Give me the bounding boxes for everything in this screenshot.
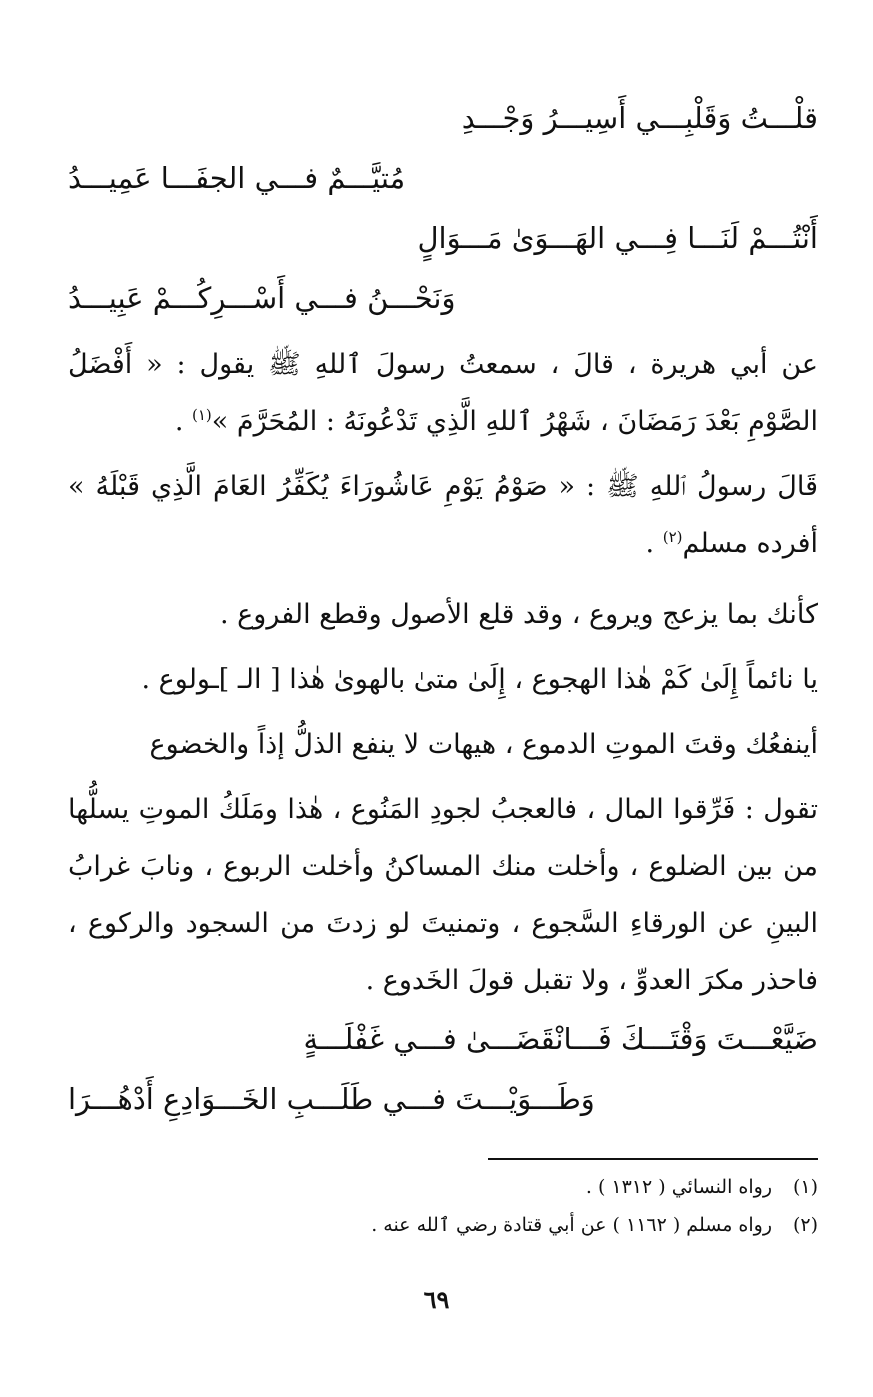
- hadith-paragraph-1: [68, 336, 818, 450]
- footnotes-section: [68, 1158, 818, 1244]
- footnote-1-number: (١): [792, 1176, 818, 1198]
- paragraph-4: تقول : فَرِّقوا المال ، فالعجبُ لجودِ المَنُوع ، هٰذا ومَلَكُ الموتِ يسلُّها من بين الضلوع ، وأخلت منك المساكنُ وأخلت الربوع ، ونابَ غرابُ البينِ عن الورقاءِ السَّجوع ، وتمنيتَ لو زدتَ من السجود والركوع ، فاحذر مكرَ العدوِّ ، ولا تقبل قولَ الخَدوع .: [68, 794, 818, 996]
- footnote-2-number: (٢): [792, 1214, 818, 1236]
- hadith-2-tail: .: [645, 528, 663, 559]
- poem1-verse2-first-hemistich: أَنْتُـــمْ لَنَـــا فِـــي الهَـــوَىٰ مَـــوَالٍ: [417, 221, 818, 255]
- hadith-2-text: قَالَ رسولُ ٱللهِ ﷺ : « صَوْمُ يَوْمِ عَاشُورَاءَ يُكَفِّرُ العَامَ الَّذِي قَبْلَهُ » أفرده مسلم: [68, 471, 818, 559]
- paragraph-3: أينفعُك وقتَ الموتِ الدموع ، هيهات لا ينفع الذلُّ إذاً والخضوع: [149, 729, 818, 760]
- footnote-2: [68, 1206, 818, 1244]
- footnote-ref-1: (١): [191, 406, 212, 424]
- footnote-2-text: رواه مسلم ( ١١٦٢ ) عن أبي قتادة رضي ٱلله عنه .: [371, 1214, 772, 1236]
- page-body: [68, 88, 818, 1129]
- paragraph-1: كأنك بما يزعج ويروع ، وقد قلع الأصول وقطع الفروع .: [220, 599, 818, 630]
- hadith-paragraph-2: [68, 458, 818, 572]
- poem1-verse1-first-hemistich: قلْـــتُ وَقَلْبِـــي أَسِيـــرُ وَجْـــدِ: [461, 101, 818, 135]
- hadith-1-text: عن أبي هريرة ، قالَ ، سمعتُ رسولَ ٱللهِ ﷺ يقول : « أَفْضَلُ الصَّوْمِ بَعْدَ رَمَضَانَ ، شَهْرُ ٱللهِ الَّذِي تَدْعُونَهُ : المُحَرَّمَ »: [68, 349, 819, 437]
- poem2-verse1-second-hemistich: وَطَـــوَيْـــتَ فـــي طَلَـــبِ الخَـــوَادِعِ أَدْهُـــرَا: [68, 1082, 595, 1116]
- footnote-ref-2: (٢): [662, 528, 683, 546]
- poem2-verse1-first-hemistich: ضَيَّعْـــتَ وَقْتَـــكَ فَـــانْقَضَـــىٰ فـــي غَفْلَـــةٍ: [303, 1022, 818, 1056]
- page-number: ٦٩: [423, 1285, 450, 1314]
- poem1-verse2-second-hemistich: وَنَحْـــنُ فـــي أَسْـــرِكُـــمْ عَبِيـــدُ: [68, 281, 456, 315]
- footnote-1-text: رواه النسائي ( ١٣١٢ ) .: [585, 1176, 772, 1198]
- footnote-1: [68, 1168, 818, 1206]
- paragraph-2: يا نائماً إِلَىٰ كَمْ هٰذا الهجوع ، إِلَىٰ متىٰ بالهوىٰ هٰذا [ الـ ]ـولوع .: [141, 664, 818, 695]
- poem1-verse1-second-hemistich: مُتيَّـــمٌ فـــي الجفَـــا عَمِيـــدُ: [68, 161, 406, 195]
- hadith-1-tail: .: [174, 406, 192, 437]
- footnote-divider: [488, 1158, 818, 1160]
